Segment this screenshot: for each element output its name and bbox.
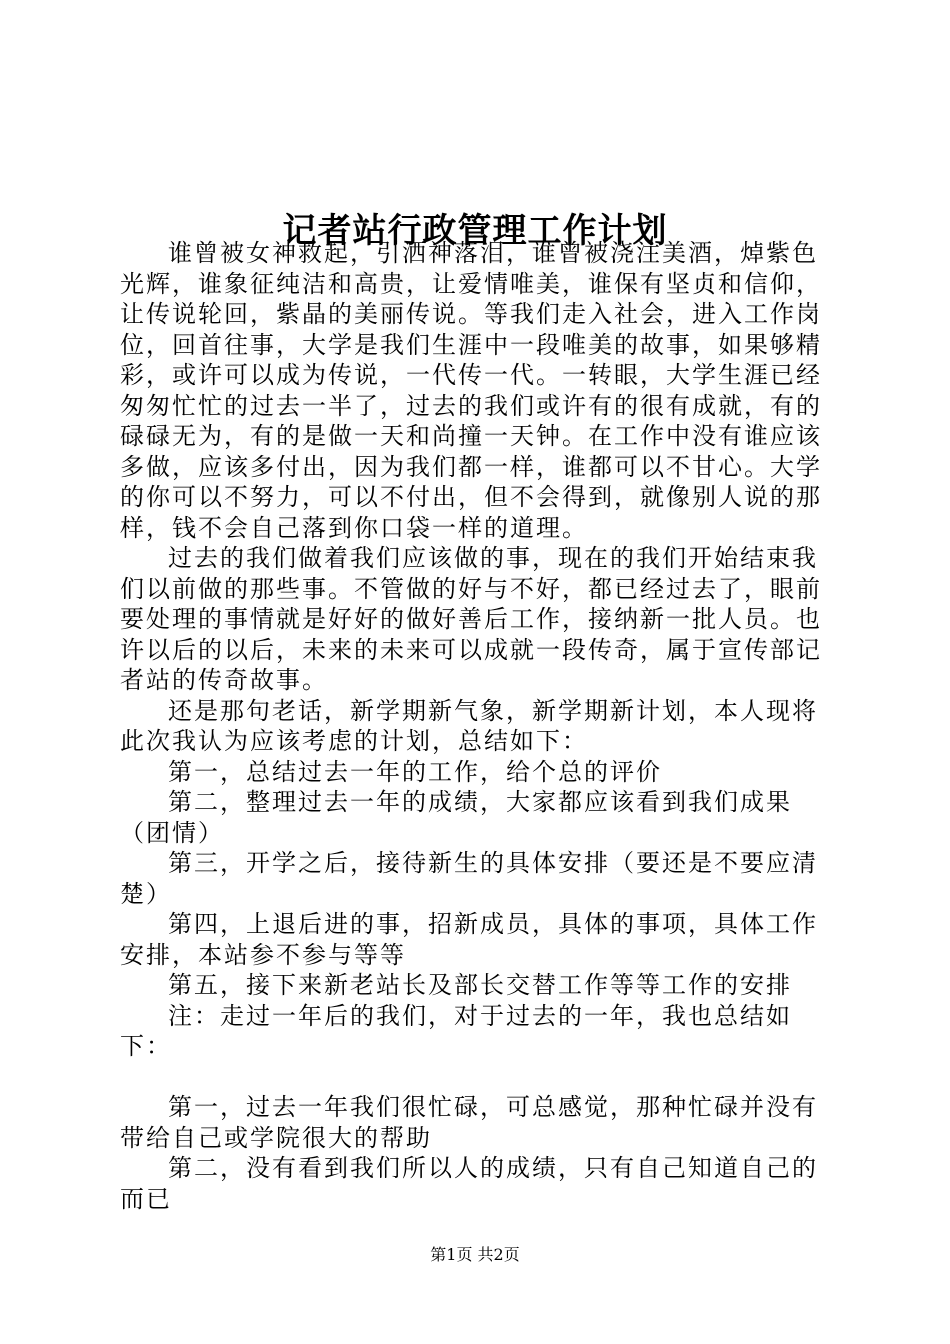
plan-item-1: 第一，总结过去一年的工作，给个总的评价 xyxy=(168,757,662,786)
page-footer: 第1页 共2页 xyxy=(430,1245,520,1264)
plan-item-4: 第四，上退后进的事，招新成员，具体的事项，具体工作安排，本站参不参与等等 xyxy=(120,910,818,969)
summary-item-2: 第二，没有看到我们所以人的成绩，只有自己知道自己的而已 xyxy=(120,1154,818,1213)
plan-item-2: 第二，整理过去一年的成绩，大家都应该看到我们成果（团情） xyxy=(120,788,792,847)
summary-item-1: 第一，过去一年我们很忙碌，可总感觉，那种忙碌并没有带给自己或学院很大的帮助 xyxy=(120,1093,818,1152)
plan-item-3: 第三，开学之后，接待新生的具体安排（要还是不要应清楚） xyxy=(120,849,818,908)
paragraph-intro: 谁曾被女神救起，引洒神落泪，谁曾被浇注美酒，焯紫色光辉，谁象征纯洁和高贵，让爱情唯美，谁保有坚贞和信仰，让传说轮回，紫晶的美丽传说。等我们走入社会，进入工作岗位，回首往事，大学是我们生涯中一段唯美的故事，如果够精彩，或许可以成为传说，一代传一代。一转眼，大学生涯已经匆匆忙忙的过去一半了，过去的我们或许有的很有成就，有的碌碌无为，有的是做一天和尚撞一天钟。在工作中没有谁应该多做，应该多付出，因为我们都一样，谁都可以不甘心。大学的你可以不努力，可以不付出，但不会得到，就像别人说的那样，钱不会自己落到你口袋一样的道理。 xyxy=(120,239,822,542)
document-title: 记者站行政管理工作计划 xyxy=(282,210,668,251)
blank-line xyxy=(120,1062,836,1093)
paragraph-plan-intro: 还是那句老话，新学期新气象，新学期新计划，本人现将此次我认为应该考虑的计划，总结如下： xyxy=(120,696,818,755)
plan-item-5: 第五，接下来新老站长及部长交替工作等等工作的安排 xyxy=(168,971,792,999)
document-body xyxy=(120,238,836,1214)
note-intro: 注：走过一年后的我们，对于过去的一年，我也总结如下： xyxy=(120,1001,792,1060)
paragraph-past-work: 过去的我们做着我们应该做的事，现在的我们开始结束我们以前做的那些事。不管做的好与不好，都已经过去了，眼前要处理的事情就是好好的做好善后工作，接纳新一批人员。也许以后的以后，未来的未来可以成就一段传奇，属于宣传部记者站的传奇故事。 xyxy=(120,544,822,694)
